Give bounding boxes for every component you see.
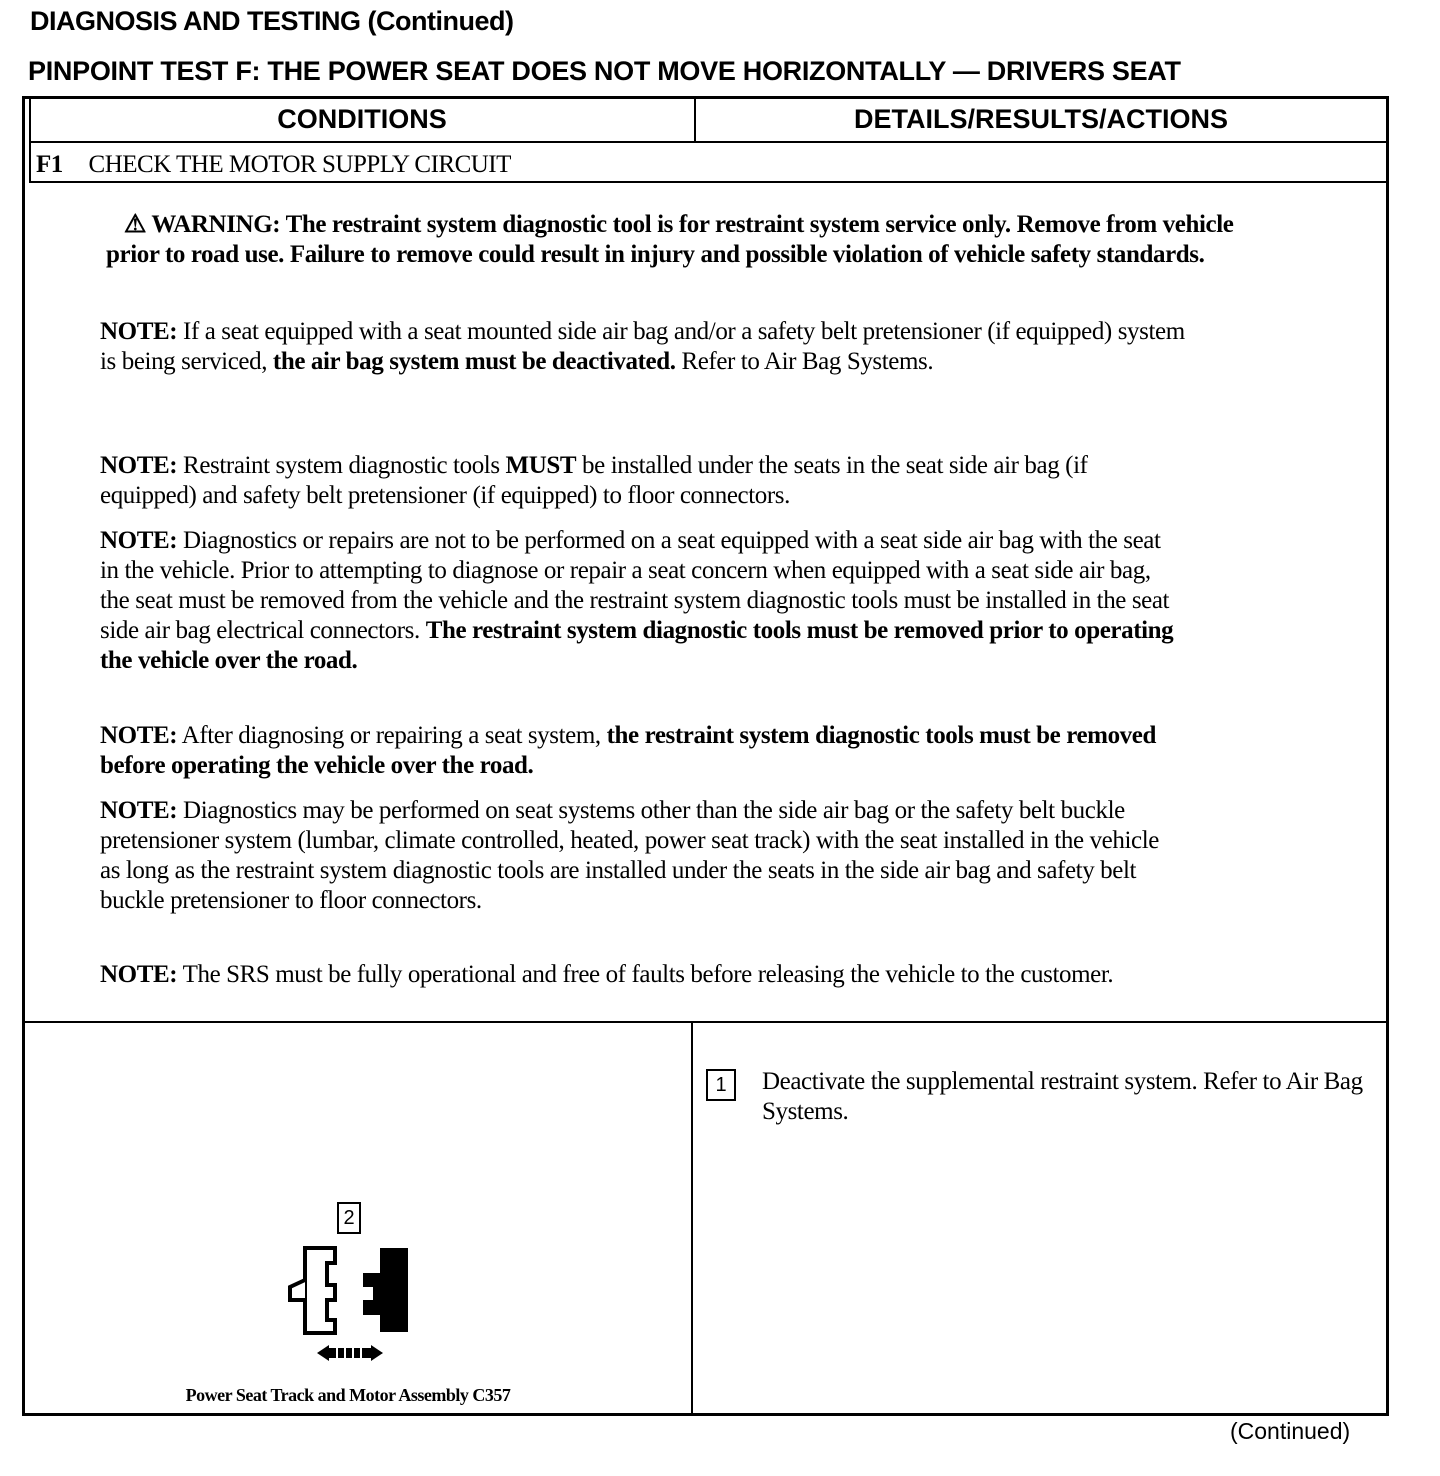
figure-caption: Power Seat Track and Motor Assembly C357 [185, 1385, 511, 1405]
test-title: PINPOINT TEST F: THE POWER SEAT DOES NOT MOVE HORIZONTALLY — DRIVERS SEAT [28, 56, 1181, 86]
table-border [22, 1413, 1389, 1416]
note: NOTE: Diagnostics may be performed on seat systems other than the side air bag or the safety belt buckle pretensioner system (lumbar, climate controlled, heated, power seat track) with the seat installed in the vehicle as long as the restraint system diagnostic tools are installed under the seats in the side air bag and safety belt buckle pretensioner to floor connectors. [100, 797, 1159, 914]
connector-icon [285, 1245, 415, 1370]
column-header-details: DETAILS/RESULTS/ACTIONS [853, 104, 1228, 134]
warning-label: WARNING: [151, 211, 281, 238]
table-border [1386, 96, 1389, 1416]
step-row [36, 151, 511, 179]
warning [106, 210, 1276, 270]
note: NOTE: After diagnosing or repairing a seat system, the restraint system diagnostic tools must be removed before operating the vehicle over the road. [100, 722, 1156, 779]
step-id: F1 [36, 151, 63, 178]
warning-text: The restraint system diagnostic tool is for restraint system service only. Remove from vehicle prior to road use. Failure to remove could result in injury and possible violation of vehicle safety standards. [106, 211, 1234, 268]
table-border [22, 96, 1389, 99]
step-number: 1 [706, 1069, 736, 1101]
warning-triangle-icon: ⚠ [124, 211, 147, 238]
note: NOTE: Restraint system diagnostic tools MUST be installed under the seats in the seat side air bag (if equipped) and safety belt pretensioner (if equipped) to floor connectors. [100, 452, 1088, 509]
divider [29, 141, 1387, 143]
action-text: Deactivate the supplemental restraint system. Refer to Air Bag Systems. [762, 1068, 1363, 1125]
divider [29, 181, 1387, 183]
divider [691, 1022, 693, 1414]
note: NOTE: If a seat equipped with a seat mounted side air bag and/or a safety belt pretensioner (if equipped) system is being serviced, the air bag system must be deactivated. Refer to Air Bag Systems. [100, 318, 1185, 375]
callout-2: 2 [337, 1202, 361, 1234]
step-title: CHECK THE MOTOR SUPPLY CIRCUIT [88, 151, 511, 178]
note: NOTE: The SRS must be fully operational and free of faults before releasing the vehicle to the customer. [100, 961, 1114, 988]
page-title: DIAGNOSIS AND TESTING (Continued) [30, 6, 514, 36]
continued-label: (Continued) [1230, 1418, 1351, 1444]
column-header-conditions: CONDITIONS [277, 104, 447, 134]
divider [24, 1021, 1387, 1023]
note: NOTE: Diagnostics or repairs are not to be performed on a seat equipped with a seat side air bag with the seat in the vehicle. Prior to attempting to diagnose or repair a seat concern when equipped with a seat side air bag, the seat must be removed from the vehicle and the restraint system diagnostic tools must be installed in the seat side air bag electrical connectors. The restraint system diagnostic tools must be removed prior to operating the vehicle over the road. [100, 527, 1174, 674]
table-border [22, 96, 25, 1416]
